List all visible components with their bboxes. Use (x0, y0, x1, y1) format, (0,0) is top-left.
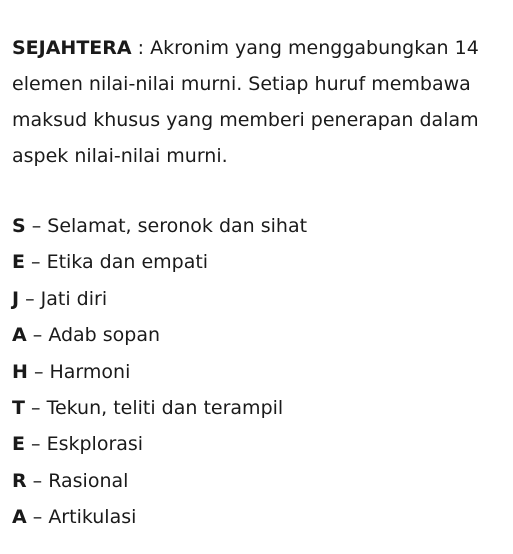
list-item (12, 390, 503, 426)
intro-paragraph (12, 30, 503, 174)
acronym-term: SEJAHTERA (12, 37, 132, 59)
item-separator: – (25, 215, 48, 237)
item-separator: – (26, 506, 49, 529)
item-separator: – (27, 360, 50, 383)
acronym-definition: : Akronim yang menggabungkan 14 elemen nilai-nilai murni. Setiap huruf membawa maksud khusus yang memberi penerapan dalam aspek nilai-nilai murni. (12, 37, 479, 167)
acronym-list (12, 208, 503, 536)
item-text: Eskplorasi (46, 433, 144, 456)
list-item (12, 463, 503, 499)
list-item (12, 354, 503, 390)
item-letter: J (12, 287, 20, 310)
list-item (12, 244, 503, 280)
list-item (12, 499, 503, 535)
item-letter: E (12, 433, 25, 456)
item-text: Harmoni (49, 360, 131, 383)
item-text: Jati diri (40, 287, 108, 310)
item-letter: R (12, 469, 27, 492)
item-text: Tekun, teliti dan terampil (46, 397, 284, 420)
list-item (12, 317, 503, 353)
item-letter: A (12, 324, 27, 347)
item-letter: A (12, 506, 27, 529)
item-letter: T (12, 397, 25, 420)
item-separator: – (26, 469, 49, 492)
item-text: Rasional (48, 469, 129, 492)
item-letter: S (12, 215, 26, 237)
item-text: Selamat, seronok dan sihat (47, 215, 308, 237)
item-separator: – (24, 251, 47, 274)
list-item (12, 281, 503, 317)
item-separator: – (24, 433, 47, 456)
item-separator: – (26, 324, 49, 347)
list-item (12, 208, 503, 244)
item-separator: – (19, 287, 41, 310)
item-letter: E (12, 251, 25, 274)
item-text: Etika dan empati (46, 251, 209, 274)
item-separator: – (24, 397, 47, 420)
item-text: Artikulasi (48, 506, 137, 529)
item-letter: H (12, 360, 28, 383)
list-item (12, 426, 503, 462)
item-text: Adab sopan (48, 324, 161, 347)
